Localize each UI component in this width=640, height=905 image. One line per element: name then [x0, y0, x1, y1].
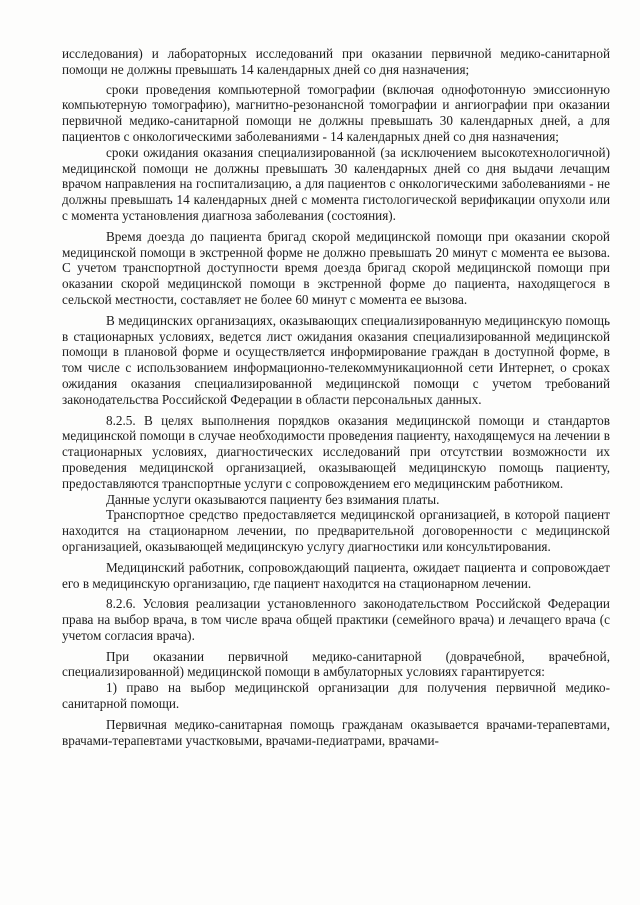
paragraph-ambulance-arrival-time: Время доезда до пациента бригад скорой медицинской помощи при оказании скорой медицинской помощи в экстренной форме не должно превышать 20 минут с момента ее вызова. С учетом транспортной доступности время доезда бригад скорой медицинской помощи при оказании скорой медицинской помощи в экстренной форме до пациента, находящегося в сельской местности, составляет не более 60 минут с момента ее вызова.: [62, 228, 610, 307]
paragraph-section-8-2-6: 8.2.6. Условия реализации установленного законодательством Российской Федерации права на выбор врача, в том числе врача общей практики (семейного врача) и лечащего врача (с учетом согласия врача).: [62, 596, 610, 643]
paragraph-primary-care-guarantees: При оказании первичной медико-санитарной (доврачебной, врачебной, специализированной) медицинской помощи в амбулаторных условиях гарантируется:: [62, 648, 610, 680]
paragraph-right-to-choose-organization: 1) право на выбор медицинской организации для получения первичной медико-санитарной помощи.: [62, 680, 610, 712]
paragraph-specialized-care-terms: сроки ожидания оказания специализированной (за исключением высокотехнологичной) медицинской помощи не должны превышать 30 календарных дней со дня выдачи лечащим врачом направления на госпитализацию, а для пациентов с онкологическими заболеваниями - не должны превышать 14 календарных дней с момента гистологической верификации опухоли или с момента установления диагноза заболевания (состояния).: [62, 144, 610, 223]
paragraph-transport-provision: Транспортное средство предоставляется медицинской организацией, в которой пациент находится на стационарном лечении, по предварительной договоренности с медицинской организацией, оказывающей медицинскую услугу диагностики или консультирования.: [62, 507, 610, 554]
paragraph-free-of-charge: Данные услуги оказываются пациенту без взимания платы.: [106, 491, 440, 507]
paragraph-ct-mri-terms: сроки проведения компьютерной томографии (включая однофотонную эмиссионную компьютерную томографию), магнитно-резонансной томографии и ангиографии при оказании первичной медико-санитарной помощи не должны превышать 30 календарных дней, а для пациентов с онкологическими заболеваниями - 14 календарных дней со дня назначения;: [62, 81, 610, 144]
paragraph-continuation-lab-studies: исследования) и лабораторных исследований при оказании первичной медико-санитарной помощи не должны превышать 14 календарных дней со дня назначения;: [62, 46, 610, 77]
paragraph-waiting-list: В медицинских организациях, оказывающих специализированную медицинскую помощь в стационарных условиях, ведется лист ожидания оказания специализированной медицинской помощи в плановой форме и осуществляется информирование граждан в доступной форме, в том числе с использованием информационно-телекоммуникационной сети Интернет, о сроках ожидания оказания специализированной медицинской помощи с учетом требований законодательства Российской Федерации в области персональных данных.: [62, 312, 610, 407]
paragraph-primary-care-providers: Первичная медико-санитарная помощь гражданам оказывается врачами-терапевтами, врачами-терапевтами участковыми, врачами-педиатрами, врачами-: [62, 716, 610, 748]
paragraph-section-8-2-5: 8.2.5. В целях выполнения порядков оказания медицинской помощи и стандартов медицинской помощи в случае необходимости проведения пациенту, находящемуся на лечении в стационарных условиях, диагностических исследований при отсутствии возможности их проведения медицинской организацией, оказывающей медицинскую помощь пациенту, предоставляются транспортные услуги с сопровождением его медицинским работником.: [62, 412, 610, 491]
paragraph-medical-escort: Медицинский работник, сопровождающий пациента, ожидает пациента и сопровождает его в медицинскую организацию, где пациент находится на стационарном лечении.: [62, 559, 610, 591]
